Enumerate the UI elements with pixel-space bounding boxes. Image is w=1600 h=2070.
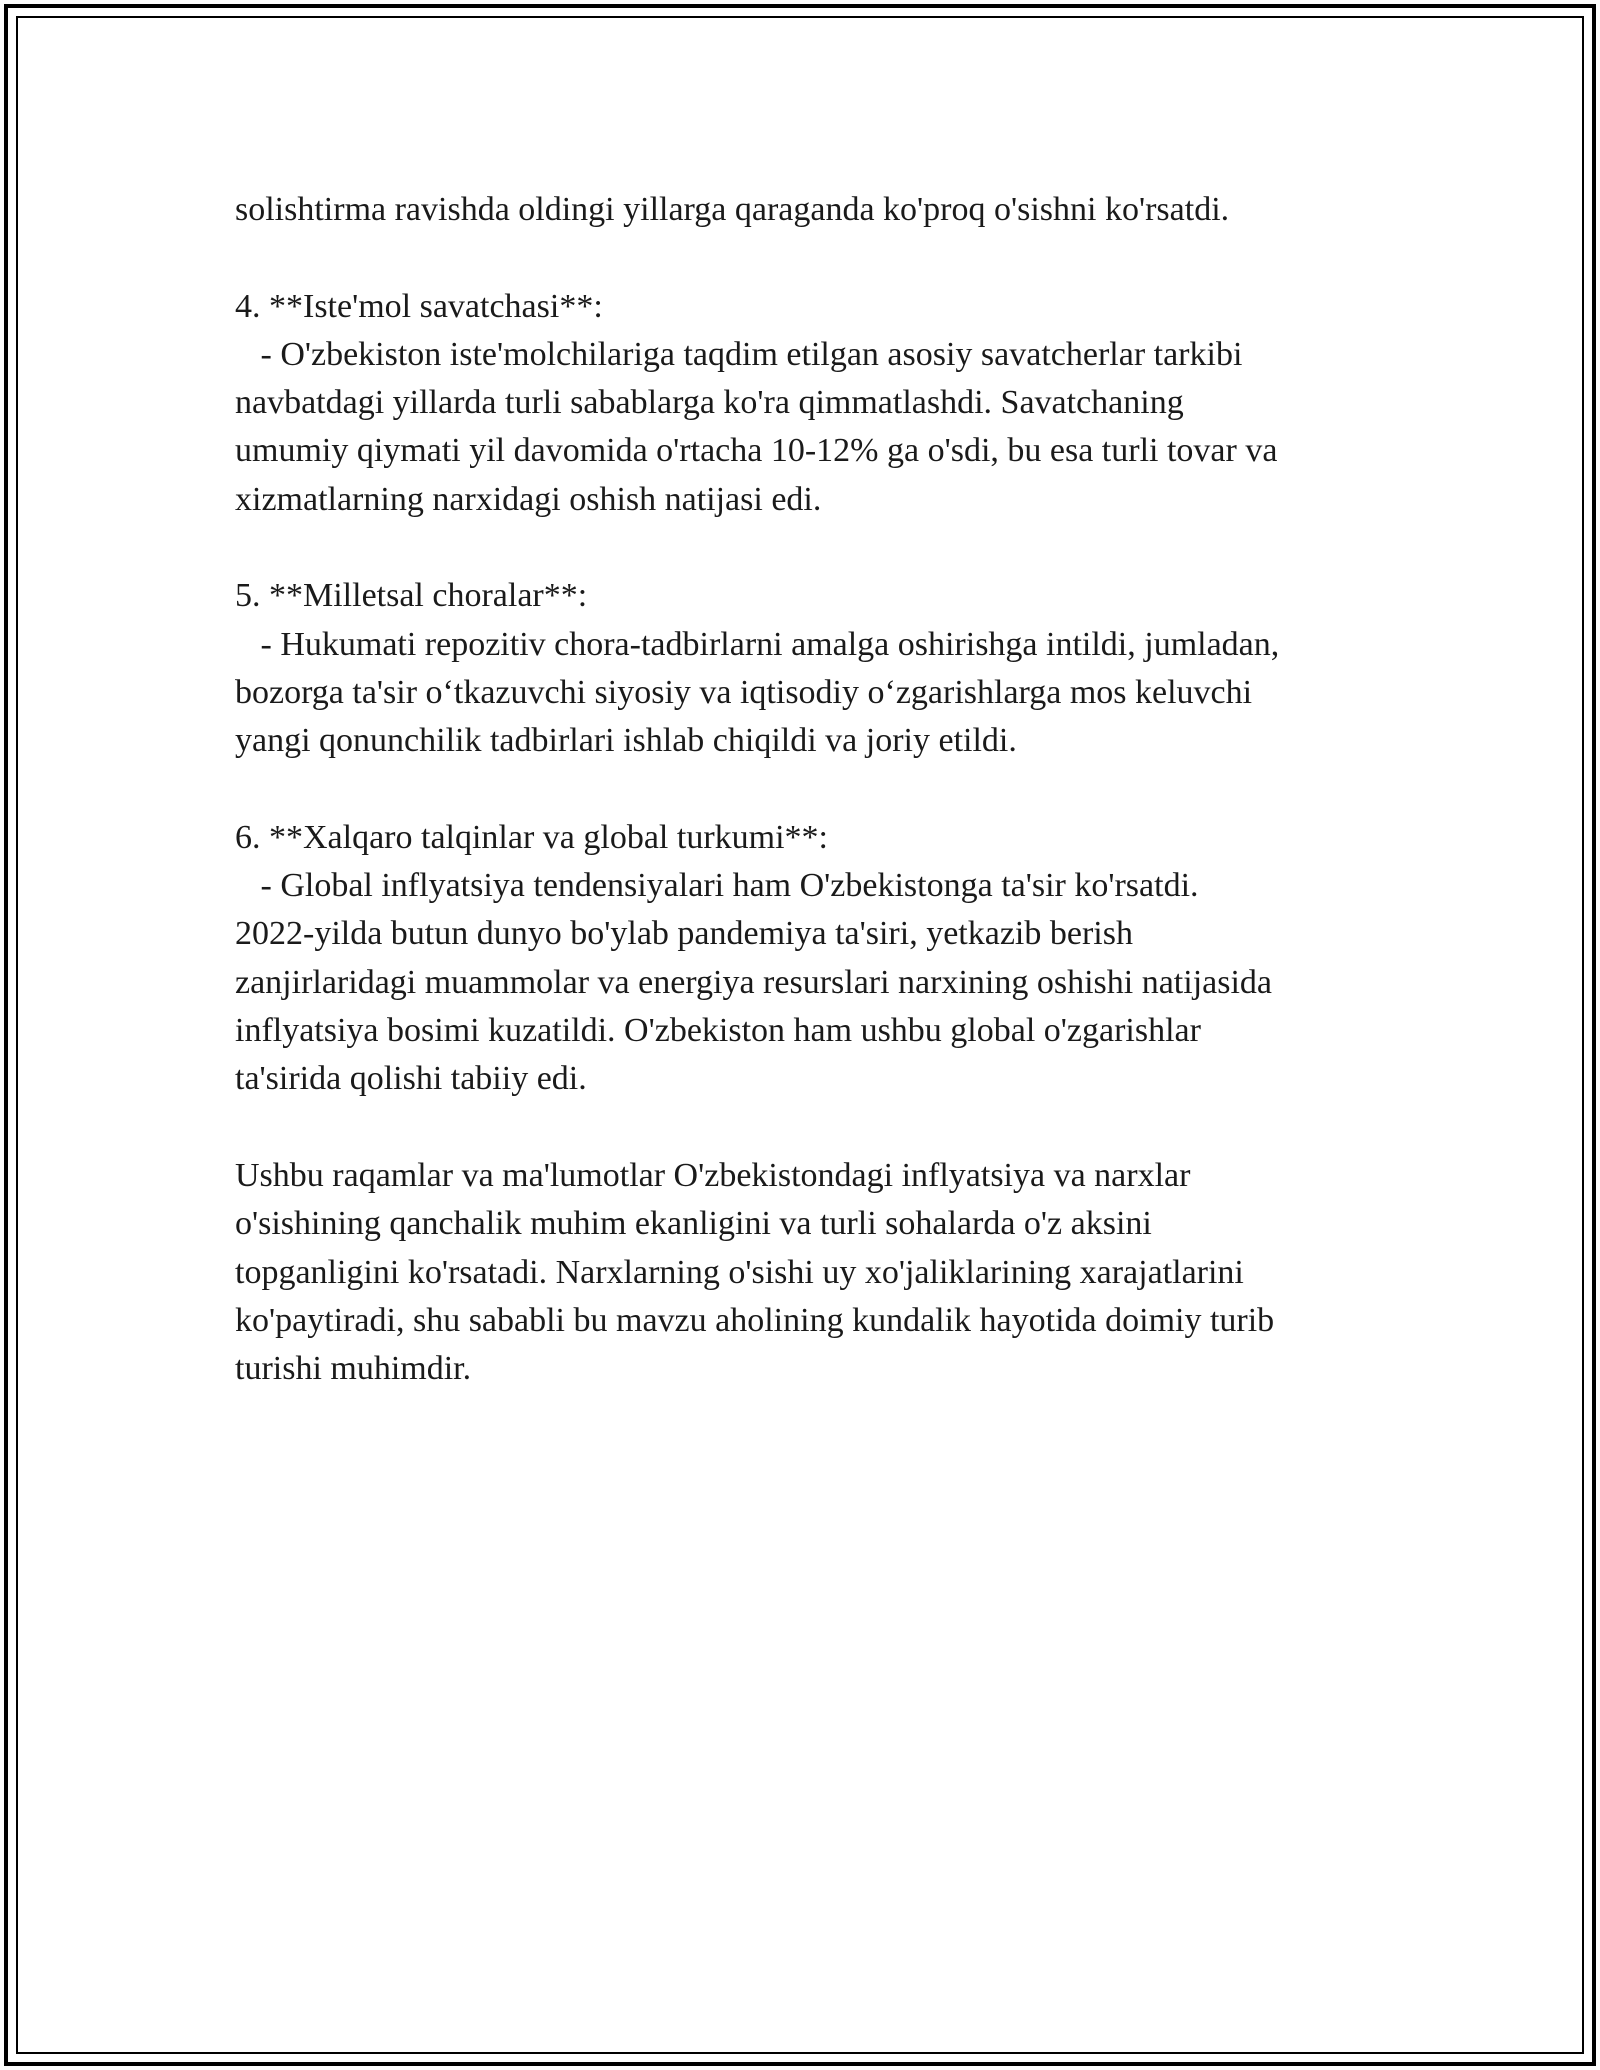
paragraph-line: turishi muhimdir.: [235, 1350, 472, 1388]
section-heading: 6. **Xalqaro talqinlar va global turkumi**:: [235, 818, 828, 856]
paragraph-line: zanjirlaridagi muammolar va energiya resurslari narxining oshishi natijasida: [235, 963, 1272, 1001]
paragraph-gap: [235, 766, 1385, 814]
section-heading: 4. **Iste'mol savatchasi**:: [235, 287, 603, 325]
section-consumer-basket: [235, 283, 1385, 524]
paragraph-line: inflyatsiya bosimi kuzatildi. O'zbekiston ham ushbu global o'zgarishlar: [235, 1012, 1201, 1050]
paragraph-line: - Global inflyatsiya tendensiyalari ham O'zbekistonga ta'sir ko'rsatdi.: [235, 867, 1199, 905]
conclusion-paragraph: [235, 1152, 1385, 1393]
paragraph-gap: [235, 524, 1385, 572]
paragraph-line: navbatdagi yillarda turli sabablarga ko'ra qimmatlashdi. Savatchaning: [235, 384, 1184, 422]
paragraph-line: ta'sirida qolishi tabiiy edi.: [235, 1060, 587, 1098]
paragraph-line: - Hukumati repozitiv chora-tadbirlarni amalga oshirishga intildi, jumladan,: [235, 625, 1280, 663]
paragraph-line: xizmatlarning narxidagi oshish natijasi edi.: [235, 480, 822, 518]
section-heading: 5. **Milletsal choralar**:: [235, 577, 588, 615]
paragraph-gap: [235, 234, 1385, 282]
section-global-trends: [235, 814, 1385, 1104]
paragraph-line: Ushbu raqamlar va ma'lumotlar O'zbekistondagi inflyatsiya va narxlar: [235, 1156, 1191, 1194]
paragraph-line: o'sishining qanchalik muhim ekanligini va turli sohalarda o'z aksini: [235, 1205, 1152, 1243]
paragraph-line: yangi qonunchilik tadbirlari ishlab chiqildi va joriy etildi.: [235, 722, 1017, 760]
paragraph-line: ko'paytiradi, shu sababli bu mavzu aholining kundalik hayotida doimiy turib: [235, 1301, 1275, 1339]
document-body: [235, 186, 1385, 1393]
section-measures: [235, 572, 1385, 765]
paragraph-line: bozorga ta'sir o‘tkazuvchi siyosiy va iqtisodiy o‘zgarishlarga mos keluvchi: [235, 673, 1253, 711]
paragraph-line: topganligini ko'rsatadi. Narxlarning o'sishi uy xo'jaliklarining xarajatlarini: [235, 1253, 1244, 1291]
paragraph-line: umumiy qiymati yil davomida o'rtacha 10-12% ga o'sdi, bu esa turli tovar va: [235, 432, 1278, 470]
paragraph-line: - O'zbekiston iste'molchilariga taqdim etilgan asosiy savatcherlar tarkibi: [235, 335, 1243, 373]
paragraph-line: 2022-yilda butun dunyo bo'ylab pandemiya ta'siri, yetkazib berish: [235, 915, 1133, 953]
paragraph-line: solishtirma ravishda oldingi yillarga qaraganda ko'proq o'sishni ko'rsatdi.: [235, 191, 1230, 228]
paragraph-gap: [235, 1104, 1385, 1152]
